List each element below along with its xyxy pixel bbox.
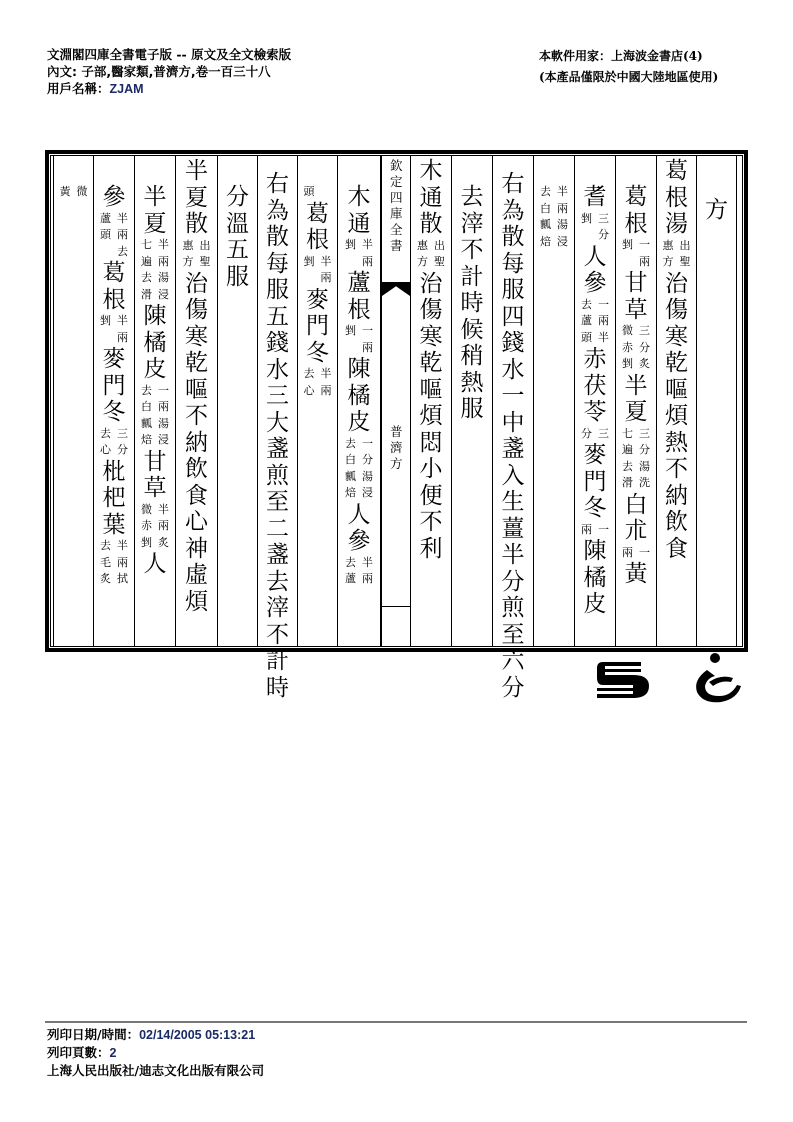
main-char: 寒 (185, 323, 208, 350)
main-char: 麥 (306, 286, 329, 313)
main-char: 入 (501, 462, 525, 489)
main-char: 三 (266, 383, 289, 409)
main-char: 夏 (143, 210, 167, 237)
main-char: 分 (501, 568, 525, 595)
main-char: 半 (624, 372, 648, 399)
main-char: 枇 (102, 458, 126, 485)
annotation: 一 兩 (581, 522, 609, 536)
print-pages (47, 1044, 264, 1062)
main-char: 食 (665, 535, 688, 562)
main-char: 計 (460, 263, 484, 290)
main-char: 煎 (501, 595, 525, 621)
main-char: 蘆 (347, 270, 371, 296)
main-char: 人 (143, 551, 167, 577)
main-char: 皮 (143, 356, 167, 382)
header-left (47, 46, 291, 98)
print-pages-label: 列印頁數： (47, 1045, 110, 1060)
main-char: 小 (419, 456, 443, 482)
publisher-credit: 上海人民出版社/迪志文化出版有限公司 (47, 1063, 265, 1078)
annotation: 頭 (303, 185, 315, 198)
annotation: 半 兩 剉 (100, 314, 128, 344)
main-char: 右 (501, 171, 525, 197)
annotation: 半 兩 剉 (345, 238, 373, 268)
text-column (534, 156, 575, 646)
text-column (53, 156, 94, 646)
main-char: 分 (501, 674, 525, 701)
main-char: 草 (143, 475, 167, 501)
main-char: 悶 (419, 429, 443, 456)
main-char: 草 (624, 296, 648, 323)
main-char: 赤 (583, 346, 607, 372)
text-column (697, 156, 737, 646)
main-char: 不 (419, 509, 443, 535)
main-char: 心 (185, 509, 208, 535)
center-book-name: 普 濟 方 (390, 424, 403, 471)
main-char: 煩 (419, 403, 443, 429)
footer (47, 1026, 264, 1079)
main-char: 不 (665, 456, 688, 482)
licensee-line: 本軟件用家：上海波金書店(4) (539, 49, 703, 63)
annotation: 半 兩 湯 浸 去 白 瓤 焙 (540, 185, 568, 248)
main-char: 盞 (266, 542, 289, 568)
annotation: 三 分 去 心 (100, 426, 128, 456)
main-char: 滓 (460, 210, 484, 237)
annotation: 兩 (639, 254, 650, 268)
main-char: 夏 (185, 184, 208, 211)
main-char: 寒 (419, 323, 443, 350)
main-char: 茯 (583, 372, 607, 399)
main-char: 麥 (583, 442, 607, 468)
main-char: 白 (624, 491, 648, 518)
text-column (135, 156, 176, 646)
center-divider (382, 606, 410, 607)
main-char: 傷 (185, 297, 208, 323)
main-char: 錢 (266, 330, 289, 356)
main-char: 嘔 (185, 376, 208, 403)
annotation: 三 分 炙 微 赤 剉 (622, 324, 650, 370)
main-char: 大 (266, 409, 289, 436)
main-char: 滓 (266, 595, 289, 621)
main-char: 乾 (185, 350, 208, 376)
main-char: 水 (266, 356, 289, 383)
annotation: 一 分 湯 浸 去 白 瓤 焙 (345, 436, 373, 499)
main-char: 門 (306, 313, 329, 339)
main-char: 橘 (143, 329, 167, 356)
main-char: 散 (266, 224, 289, 250)
main-char: 陳 (143, 303, 167, 329)
main-char: 冬 (102, 399, 126, 425)
annotation: 三 分 剉 (581, 211, 609, 241)
annotation: 一 兩 湯 浸 去 白 瓤 焙 (141, 383, 169, 446)
print-datetime-value: 02/14/2005 05:13:21 (139, 1028, 256, 1042)
main-char: 人 (347, 501, 371, 528)
main-char: 參 (583, 270, 607, 296)
main-char: 木 (419, 158, 443, 184)
annotation: 半 兩 湯 浸 七 遍 去 滑 (141, 238, 169, 301)
main-char: 嘔 (419, 376, 443, 403)
text-column (176, 156, 218, 646)
product-title: 文淵閣四庫全書電子版 -- 原文及全文檢索版 (47, 47, 292, 62)
main-char: 右 (266, 171, 289, 197)
main-char: 根 (306, 227, 329, 253)
username-value: ZJAM (109, 82, 144, 96)
main-char: 服 (266, 277, 289, 303)
main-char: 乾 (665, 350, 688, 376)
main-char: 湯 (665, 211, 688, 237)
main-char: 治 (419, 270, 443, 297)
main-char: 服 (226, 263, 249, 290)
text-column (258, 156, 298, 701)
main-char: 半 (185, 158, 208, 184)
main-char: 不 (460, 237, 484, 263)
main-char: 分 (226, 184, 249, 210)
annotation: 半 兩 去 蘆 頭 (100, 211, 128, 258)
main-char: 煎 (266, 462, 289, 489)
main-char: 納 (185, 429, 208, 456)
main-char: 去 (460, 184, 484, 210)
main-char: 參 (347, 528, 371, 554)
main-char: 服 (460, 396, 484, 422)
main-char: 為 (501, 197, 525, 224)
main-char: 半 (143, 184, 167, 210)
main-char: 不 (185, 403, 208, 429)
main-char: 不 (266, 621, 289, 648)
main-char: 寒 (665, 323, 688, 350)
main-char: 盞 (266, 436, 289, 462)
main-char: 煩 (185, 588, 208, 615)
main-char: 散 (501, 224, 525, 250)
username-label: 用戶名稱： (47, 81, 110, 96)
main-char: 每 (266, 250, 289, 277)
main-char: 半 (501, 542, 525, 568)
annotation: 出 聖 惠 方 (662, 238, 691, 268)
main-char: 根 (347, 296, 371, 323)
main-char: 飲 (185, 456, 208, 482)
main-char: 橘 (347, 382, 371, 409)
main-char: 根 (624, 210, 648, 237)
main-char: 散 (185, 211, 208, 237)
annotation: 半 兩 拭 去 毛 炙 (100, 539, 128, 585)
main-char: 根 (102, 286, 126, 313)
main-char: 夏 (624, 399, 648, 425)
main-char: 冬 (583, 495, 607, 521)
annotation: 微 黃 (59, 185, 88, 198)
publisher-logo-brush-icon (685, 652, 745, 707)
main-char: 中 (501, 409, 525, 436)
main-char: 陳 (583, 538, 607, 564)
main-char: 六 (501, 648, 525, 674)
main-char: 葛 (306, 200, 329, 227)
annotation: 半 兩 剉 (303, 254, 332, 284)
center-title: 欽 定 四 庫 全 書 (390, 158, 403, 253)
annotation: 半 兩 去 心 (303, 367, 332, 397)
main-char: 嘔 (665, 376, 688, 403)
main-char: 人 (583, 243, 607, 270)
main-char: 時 (460, 290, 484, 316)
main-char: 煩 (665, 403, 688, 429)
main-char: 服 (501, 277, 525, 303)
fishtail-mark (382, 282, 410, 296)
print-pages-value: 2 (109, 1046, 117, 1060)
main-char: 門 (102, 372, 126, 399)
main-char: 便 (419, 482, 443, 509)
text-column (657, 156, 697, 646)
region-notice: (本產品僅限於中國大陸地區使用) (539, 70, 719, 84)
annotation: 三 分 (581, 426, 609, 440)
text-column (575, 156, 616, 646)
main-char: 通 (347, 210, 371, 237)
main-char: 麥 (102, 346, 126, 372)
main-char: 至 (266, 489, 289, 515)
main-char: 通 (419, 184, 443, 211)
main-char: 溫 (226, 210, 249, 237)
main-char: 神 (185, 535, 208, 562)
main-char: 苓 (583, 399, 607, 425)
main-char: 納 (665, 482, 688, 509)
main-char: 飲 (665, 509, 688, 535)
main-char: 計 (266, 648, 289, 674)
main-char: 錢 (501, 330, 525, 356)
main-char: 參 (102, 184, 126, 210)
annotation: 出 聖 惠 方 (182, 238, 211, 268)
text-column (493, 156, 534, 701)
text-column (616, 156, 657, 646)
main-char: 利 (419, 535, 443, 562)
footer-divider (45, 1021, 747, 1023)
text-column (452, 156, 493, 646)
annotation: 半 兩 炙 微 赤 剉 (141, 502, 169, 549)
content-path: 內文: 子部,醫家類,普濟方,卷一百三十八 (47, 64, 271, 79)
publisher-logo-books-icon (593, 660, 653, 700)
main-char: 稍 (460, 343, 484, 369)
main-char: 方 (705, 197, 728, 223)
main-char: 陳 (347, 356, 371, 382)
main-char: 乾 (419, 350, 443, 376)
main-char: 五 (266, 303, 289, 330)
main-char: 杷 (102, 485, 126, 511)
text-column (338, 156, 381, 646)
main-char: 候 (460, 316, 484, 343)
text-column (218, 156, 258, 646)
print-datetime (47, 1026, 264, 1044)
main-char: 傷 (419, 297, 443, 323)
main-char: 盞 (501, 436, 525, 462)
username-line (47, 80, 291, 98)
main-char: 時 (266, 674, 289, 701)
center-margin-column (381, 156, 411, 646)
main-char: 葛 (665, 158, 688, 184)
main-char: 四 (501, 303, 525, 330)
main-char: 虛 (185, 562, 208, 588)
annotation: 一 兩 剉 (345, 324, 373, 354)
main-char: 木 (347, 184, 371, 210)
main-char: 黃 (624, 561, 648, 587)
main-char: 去 (266, 568, 289, 595)
main-char: 葉 (102, 511, 126, 538)
annotation: 半 兩 去 蘆 (345, 555, 373, 585)
main-char: 葛 (624, 184, 648, 210)
main-char: 一 (501, 383, 525, 409)
main-char: 葛 (102, 260, 126, 286)
main-char: 門 (583, 468, 607, 495)
annotation: 三 分 湯 洗 七 遍 去 滑 (622, 426, 650, 489)
text-column (411, 156, 452, 646)
main-char: 橘 (583, 564, 607, 591)
main-char: 散 (419, 211, 443, 237)
main-char: 冬 (306, 339, 329, 366)
annotation: 一 剉 (622, 238, 650, 251)
main-char: 根 (665, 184, 688, 211)
header-right (539, 46, 718, 88)
annotation: 一 兩 半 去 蘆 頭 (581, 297, 609, 344)
text-column (298, 156, 338, 646)
main-char: 為 (266, 197, 289, 224)
print-datetime-label: 列印日期/時間： (47, 1027, 140, 1042)
main-char: 甘 (143, 448, 167, 475)
main-char: 生 (501, 489, 525, 515)
main-char: 五 (226, 237, 249, 263)
main-char: 甘 (624, 270, 648, 296)
main-char: 食 (185, 482, 208, 509)
main-char: 朮 (624, 518, 648, 544)
annotation: 一 兩 (622, 545, 650, 559)
main-char: 傷 (665, 297, 688, 323)
main-char: 治 (185, 270, 208, 297)
main-char: 治 (665, 270, 688, 297)
main-char: 至 (501, 621, 525, 648)
main-char: 皮 (347, 409, 371, 435)
text-column (94, 156, 135, 646)
annotation: 出 聖 惠 方 (417, 238, 445, 268)
main-char: 二 (266, 515, 289, 542)
main-char: 熱 (665, 429, 688, 456)
main-char: 水 (501, 356, 525, 383)
main-char: 皮 (583, 591, 607, 617)
main-char: 耆 (583, 184, 607, 210)
main-char: 每 (501, 250, 525, 277)
main-char: 薑 (501, 515, 525, 542)
main-char: 熱 (460, 369, 484, 396)
